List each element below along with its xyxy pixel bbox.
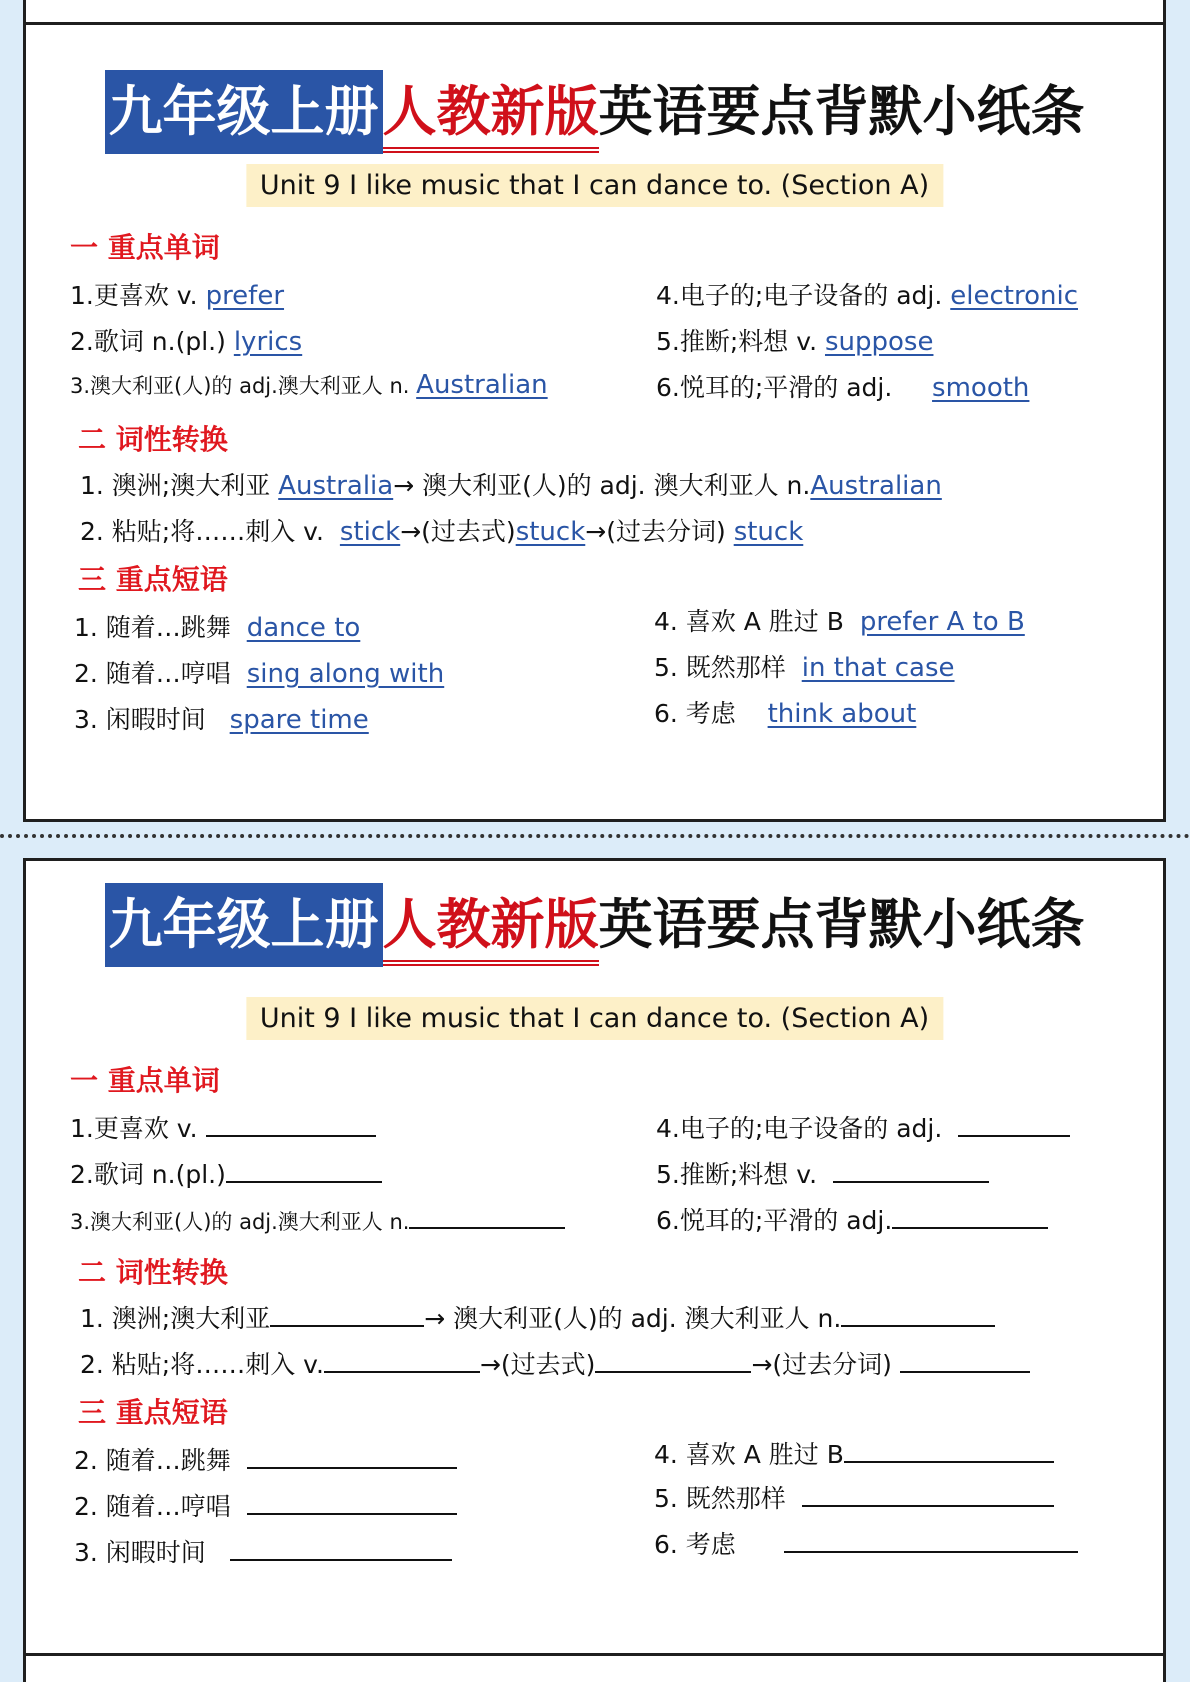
answer-blank[interactable] <box>595 1347 751 1373</box>
vocab-item: 6.悦耳的;平滑的 adj. smooth <box>656 373 1030 403</box>
title-edition: 人教新版 <box>383 890 599 966</box>
phrase-item: 2. 随着…哼唱 sing along with <box>74 659 445 689</box>
vocab-item: 6.悦耳的;平滑的 adj. <box>656 1201 1048 1237</box>
phrase-item: 2. 随着…跳舞 <box>74 1441 457 1477</box>
answer-card <box>23 0 1166 822</box>
answer-blank[interactable] <box>958 1111 1070 1137</box>
conversion-row: 1. 澳洲;澳大利亚 → 澳大利亚(人)的 adj. 澳大利亚人 n. <box>80 1299 995 1335</box>
phrase-item: 5. 既然那样 in that case <box>654 653 955 683</box>
phrase-item: 1. 随着…跳舞 dance to <box>74 613 361 643</box>
answer-blank[interactable] <box>892 1203 1048 1229</box>
vocab-item: 5.推断;料想 v. suppose <box>656 327 934 357</box>
answer-blank[interactable] <box>409 1203 565 1229</box>
cut-line <box>0 834 1190 838</box>
section-key-words: 一 重点单词 <box>70 1064 220 1097</box>
answer-blank[interactable] <box>324 1347 480 1373</box>
phrase-item: 4. 喜欢 A 胜过 B <box>654 1435 1054 1471</box>
vocab-item: 2.歌词 n.(pl.) <box>70 1155 382 1191</box>
page-title <box>26 883 1163 967</box>
answer-blank[interactable] <box>802 1481 1054 1507</box>
title-grade: 九年级上册 <box>105 70 383 154</box>
conversion-row: 2. 粘贴;将……刺入 v. →(过去式) →(过去分词) <box>80 1345 1030 1381</box>
vocab-item: 1.更喜欢 v. prefer <box>70 281 285 311</box>
section-key-phrases: 三 重点短语 <box>78 1396 228 1429</box>
vocab-answer: lyrics <box>233 327 303 357</box>
vocab-item: 3.澳大利亚(人)的 adj.澳大利亚人 n. Australian <box>70 370 548 400</box>
answer-blank[interactable] <box>844 1437 1054 1463</box>
title-grade: 九年级上册 <box>105 883 383 967</box>
conversion-row: 1. 澳洲;澳大利亚 Australia→ 澳大利亚(人)的 adj. 澳大利亚人 n.Australian <box>80 471 942 501</box>
answer-blank[interactable] <box>230 1535 452 1561</box>
answer-blank[interactable] <box>247 1443 457 1469</box>
vocab-item: 3.澳大利亚(人)的 adj.澳大利亚人 n. <box>70 1203 565 1236</box>
phrase-item: 3. 闲暇时间 <box>74 1533 452 1569</box>
blank-card <box>23 858 1166 1682</box>
conversion-row: 2. 粘贴;将……刺入 v. stick→(过去式)stuck→(过去分词) stuck <box>80 517 804 547</box>
vocab-item: 2.歌词 n.(pl.) lyrics <box>70 327 303 357</box>
vocab-item: 5.推断;料想 v. <box>656 1155 989 1191</box>
answer-blank[interactable] <box>247 1489 457 1515</box>
phrase-item: 6. 考虑 think about <box>654 699 917 729</box>
phrase-item: 4. 喜欢 A 胜过 B prefer A to B <box>654 607 1025 637</box>
phrase-item: 5. 既然那样 <box>654 1479 1054 1515</box>
vocab-item: 1.更喜欢 v. <box>70 1109 376 1145</box>
title-edition: 人教新版 <box>383 77 599 153</box>
vocab-item: 4.电子的;电子设备的 adj. <box>656 1109 1070 1145</box>
phrase-item: 2. 随着…哼唱 <box>74 1487 457 1523</box>
answer-blank[interactable] <box>841 1301 995 1327</box>
answer-blank[interactable] <box>270 1301 424 1327</box>
title-main: 英语要点背默小纸条 <box>598 80 1085 143</box>
answer-blank[interactable] <box>226 1157 382 1183</box>
vocab-answer: Australian <box>416 370 548 400</box>
vocab-answer: smooth <box>932 373 1030 403</box>
card-top-border <box>23 22 1166 25</box>
section-word-forms: 二 词性转换 <box>78 423 228 456</box>
unit-subtitle: Unit 9 I like music that I can dance to. (Section A) <box>246 164 943 207</box>
answer-blank[interactable] <box>206 1111 376 1137</box>
section-word-forms: 二 词性转换 <box>78 1256 228 1289</box>
unit-subtitle: Unit 9 I like music that I can dance to. (Section A) <box>246 997 943 1040</box>
answer-blank[interactable] <box>784 1527 1078 1553</box>
section-key-words: 一 重点单词 <box>70 231 220 264</box>
vocab-answer: suppose <box>824 327 934 357</box>
card-bottom-border <box>23 1653 1166 1656</box>
vocab-item: 4.电子的;电子设备的 adj. electronic <box>656 281 1078 311</box>
vocab-answer: prefer <box>205 281 285 311</box>
phrase-item: 3. 闲暇时间 spare time <box>74 705 369 735</box>
section-key-phrases: 三 重点短语 <box>78 563 228 596</box>
page-title <box>26 70 1163 154</box>
vocab-answer: electronic <box>950 281 1078 311</box>
answer-blank[interactable] <box>900 1347 1030 1373</box>
phrase-item: 6. 考虑 <box>654 1525 1078 1561</box>
title-main: 英语要点背默小纸条 <box>598 893 1085 956</box>
answer-blank[interactable] <box>833 1157 989 1183</box>
